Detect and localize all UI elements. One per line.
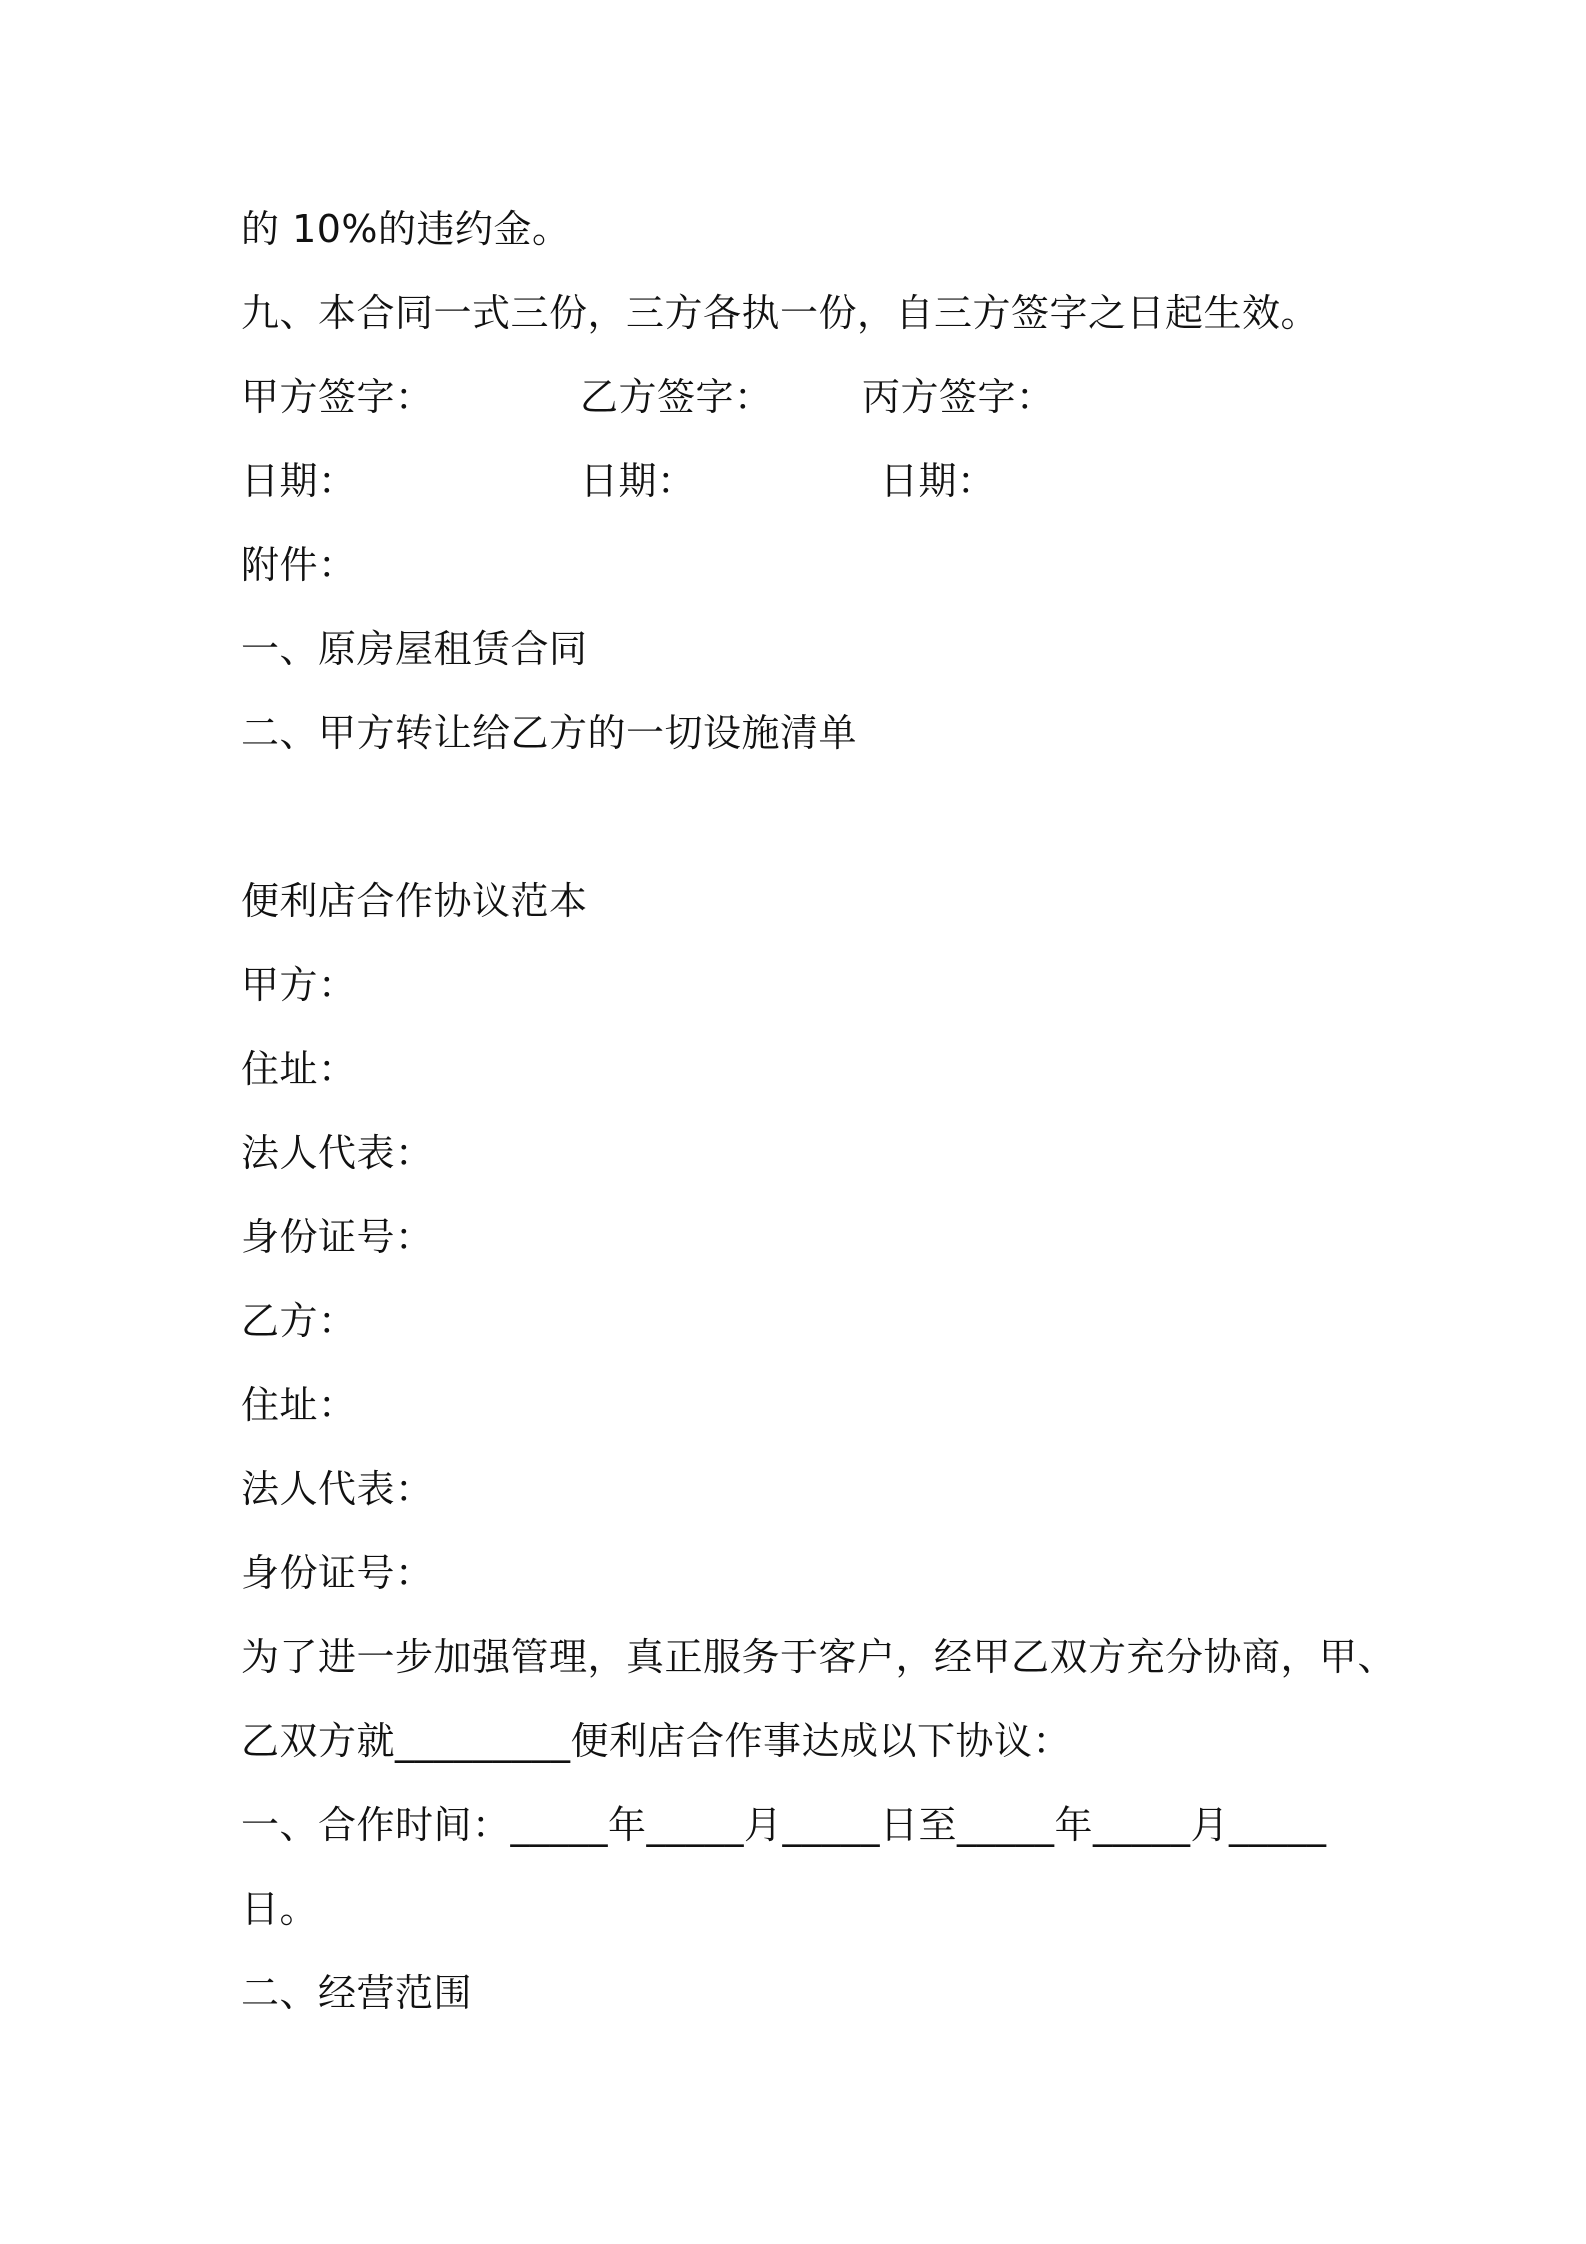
continuation-text: 的 10%的违约金。 [241,207,571,251]
clause-nine: 九、本合同一式三份，三方各执一份，自三方签字之日起生效。 [241,291,1320,335]
party-b-legal-rep: 法人代表： [241,1467,434,1511]
party-a-address: 住址： [241,1047,357,1091]
party-a-id-number: 身份证号： [241,1215,434,1259]
attachment-item-1: 一、原房屋租赁合同 [241,627,588,671]
preamble-line-1: 为了进一步加强管理，真正服务于客户，经甲乙双方充分协商，甲、 [241,1635,1397,1679]
party-a-date-label: 日期： [241,459,357,503]
term-line-2: 日。 [241,1887,319,1931]
attachments-label: 附件： [241,543,357,587]
party-b-date-label: 日期： [580,459,696,503]
party-b-signature-label: 乙方签字： [580,375,773,419]
party-c-date-label: 日期： [880,459,996,503]
party-b-label: 乙方： [241,1299,357,1343]
term-line-1: 一、合作时间：_____年_____月_____日至_____年_____月_____ [241,1803,1327,1847]
party-c-signature-label: 丙方签字： [862,375,1055,419]
agreement-title: 便利店合作协议范本 [241,879,588,923]
scope-heading: 二、经营范围 [241,1971,473,2015]
party-b-address: 住址： [241,1383,357,1427]
party-a-legal-rep: 法人代表： [241,1131,434,1175]
party-a-signature-label: 甲方签字： [241,375,434,419]
attachment-item-2: 二、甲方转让给乙方的一切设施清单 [241,711,858,755]
preamble-line-2: 乙双方就_________便利店合作事达成以下协议： [241,1719,1072,1763]
party-a-label: 甲方： [241,963,357,1007]
party-b-id-number: 身份证号： [241,1551,434,1595]
